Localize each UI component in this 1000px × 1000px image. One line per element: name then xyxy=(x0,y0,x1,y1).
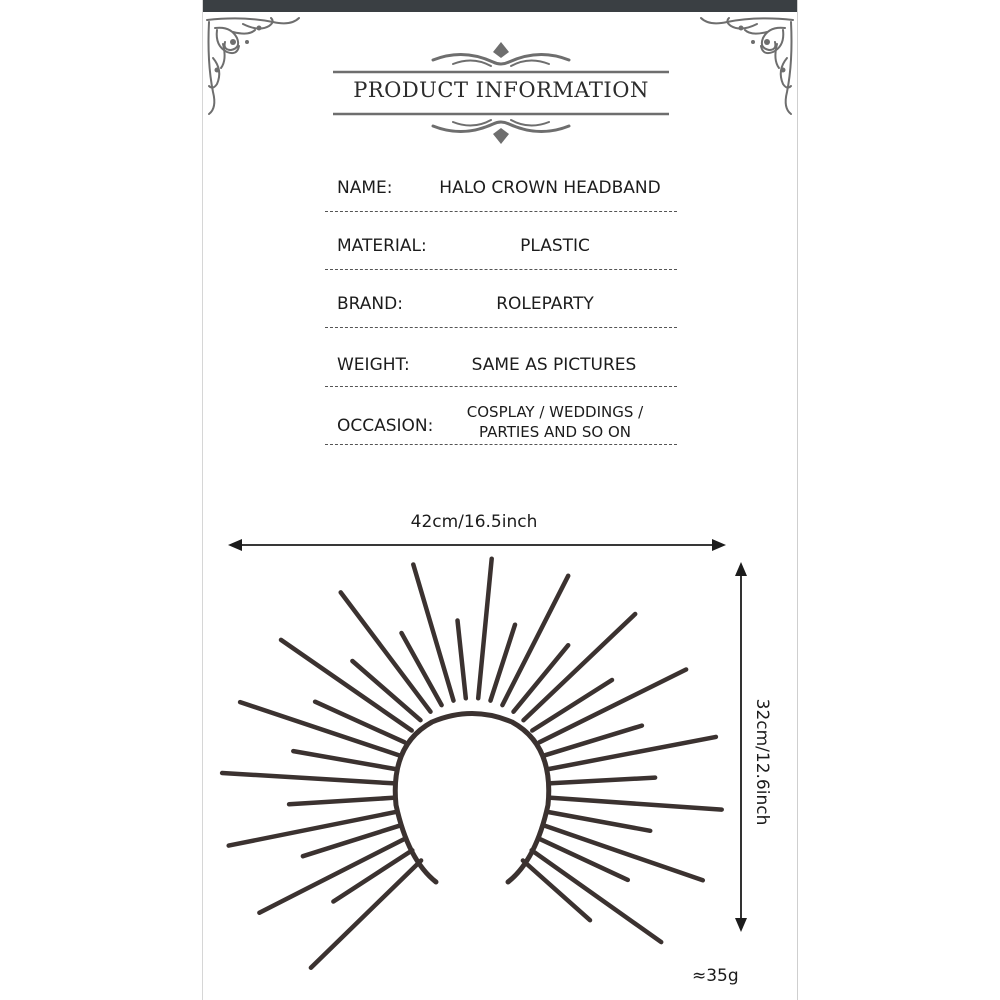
width-arrow-icon xyxy=(228,539,726,551)
occasion-label: OCCASION: xyxy=(337,416,434,436)
occasion-value-line1: COSPLAY / WEDDINGS / xyxy=(466,403,644,421)
height-dimension-label: 32cm/12.6inch xyxy=(752,698,772,826)
crown-spike xyxy=(293,751,395,769)
crown-spike xyxy=(458,621,466,699)
crown-spike xyxy=(333,850,412,901)
crown-spike xyxy=(315,702,404,743)
crown-spike xyxy=(222,773,393,783)
crown-spike xyxy=(549,812,650,831)
crown-spike xyxy=(341,592,431,711)
width-dimension-label: 42cm/16.5inch xyxy=(410,512,538,532)
halo-crown-headband-icon xyxy=(222,559,722,968)
page-title: PRODUCT INFORMATION xyxy=(353,78,649,102)
crown-spike xyxy=(229,812,396,846)
crown-spike xyxy=(551,798,722,810)
crown-spike xyxy=(303,826,399,856)
weight-label: WEIGHT: xyxy=(337,355,410,375)
crown-band xyxy=(395,714,549,883)
name-value: HALO CROWN HEADBAND xyxy=(439,178,661,198)
brand-label: BRAND: xyxy=(337,294,403,314)
crown-spike xyxy=(413,565,453,701)
height-arrow-icon xyxy=(735,562,747,932)
occasion-value-line2: PARTIES AND SO ON xyxy=(479,423,631,441)
weight-value: SAME AS PICTURES xyxy=(471,355,637,375)
crown-spike xyxy=(551,778,655,784)
material-value: PLASTIC xyxy=(520,236,590,256)
crown-spike xyxy=(289,798,393,805)
crown-spike xyxy=(478,559,492,699)
crown-spike xyxy=(549,737,716,769)
name-label: NAME: xyxy=(337,178,393,198)
crown-spike xyxy=(539,839,628,880)
weight-dimension-label: ≈35g xyxy=(692,966,739,986)
material-label: MATERIAL: xyxy=(337,236,427,256)
brand-value: ROLEPARTY xyxy=(496,294,594,314)
crown-spike xyxy=(532,680,612,731)
